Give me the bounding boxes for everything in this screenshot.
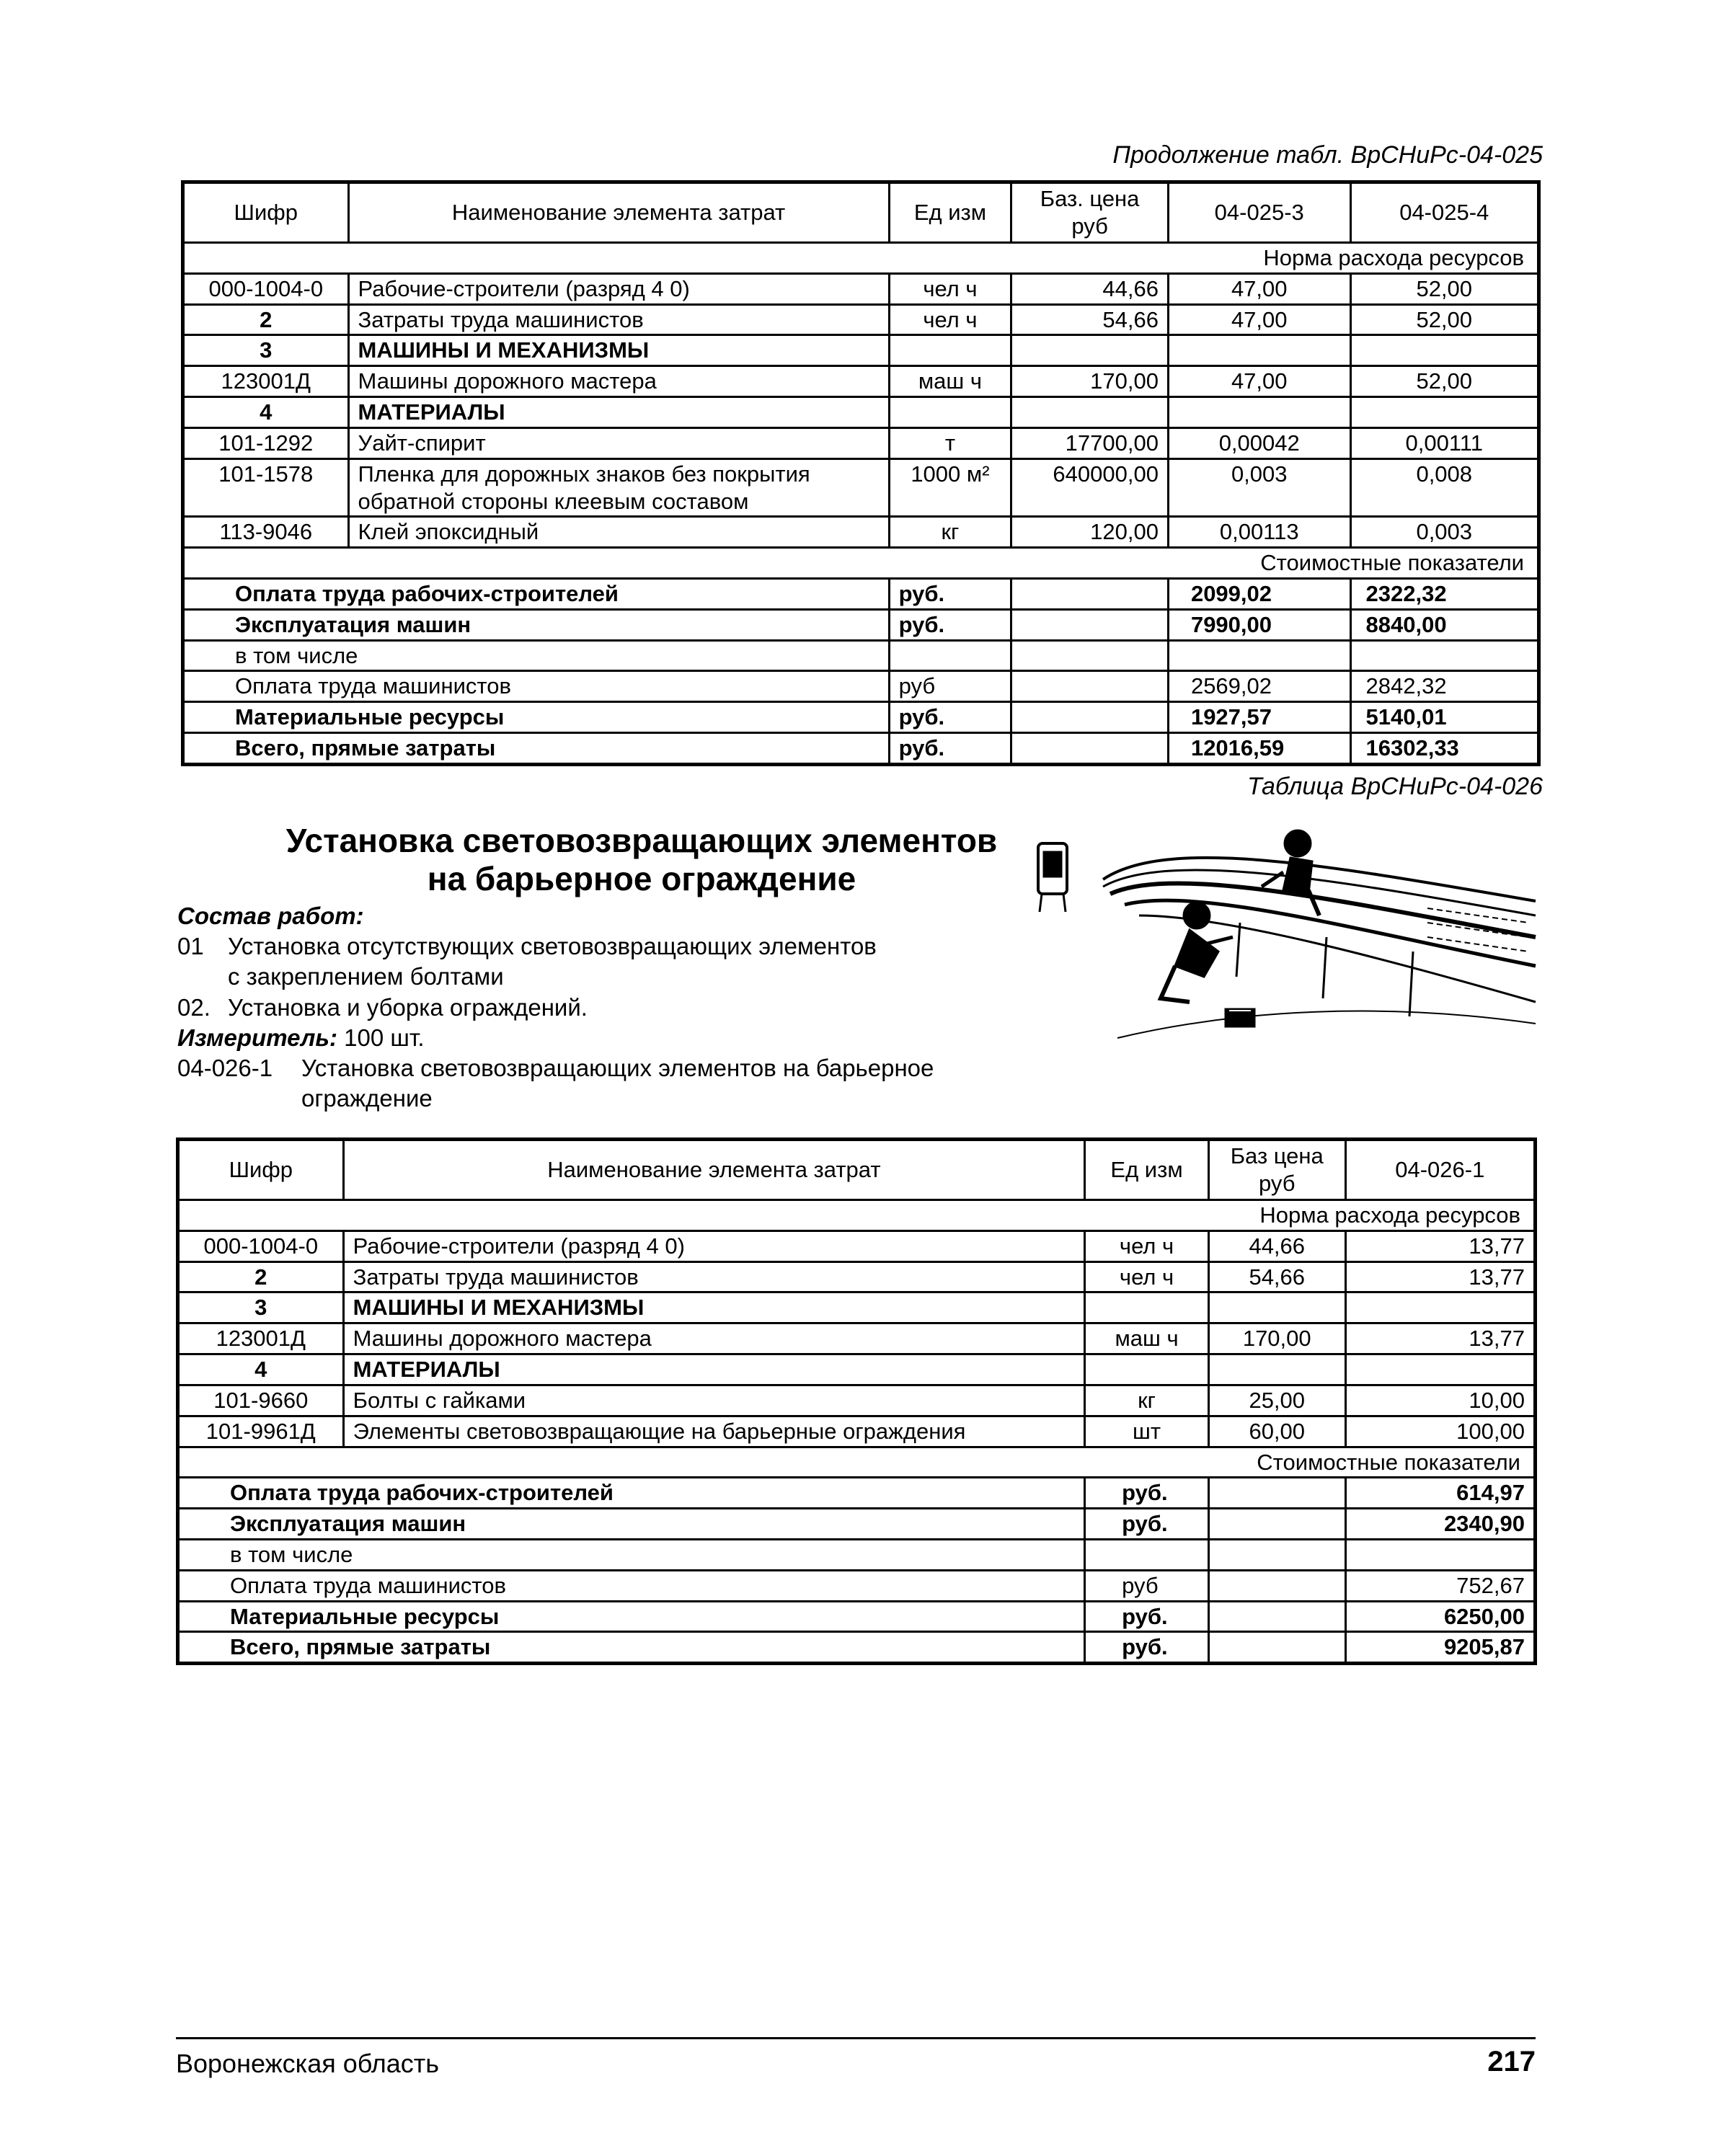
cost-unit: руб. xyxy=(1085,1509,1209,1540)
cost-unit: руб xyxy=(1085,1570,1209,1601)
table-row xyxy=(183,458,1539,517)
row-unit: 1000 м² xyxy=(889,458,1011,517)
table-row xyxy=(178,1385,1536,1416)
table-continuation-caption: Продолжение табл. ВрСНиРс-04-025 xyxy=(1112,141,1543,169)
table-row xyxy=(178,1230,1536,1261)
row-unit: т xyxy=(889,427,1011,458)
table-row xyxy=(183,517,1539,548)
table-header-row xyxy=(183,182,1539,243)
cost-row xyxy=(183,578,1539,609)
row-code: 4 xyxy=(183,397,349,428)
cost-value-1: 752,67 xyxy=(1345,1570,1535,1601)
table-row xyxy=(183,304,1539,335)
section-title-line1: Установка световозвращающих элементов xyxy=(285,822,998,859)
cost-name: Эксплуатация машин xyxy=(183,609,890,640)
row-name: Затраты труда машинистов xyxy=(348,304,889,335)
row-value-1: 10,00 xyxy=(1345,1385,1535,1416)
header-code: Шифр xyxy=(178,1140,344,1200)
work-item-text: Установка и уборка ограждений. xyxy=(228,993,588,1021)
table-row xyxy=(178,1354,1536,1385)
cost-name: Всего, прямые затраты xyxy=(178,1632,1085,1664)
row-code: 000-1004-0 xyxy=(178,1230,344,1261)
row-section-name: МАТЕРИАЛЫ xyxy=(348,397,889,428)
cost-value-1: 1927,57 xyxy=(1168,702,1350,733)
header-base-price: Баз цена руб xyxy=(1208,1140,1345,1200)
row-value-1: 0,003 xyxy=(1168,458,1350,517)
cost-row xyxy=(183,702,1539,733)
row-price: 44,66 xyxy=(1011,273,1169,304)
table-row xyxy=(183,335,1539,366)
header-base-price: Баз. цена руб xyxy=(1011,182,1169,243)
cost-row xyxy=(178,1539,1536,1570)
row-price: 640000,00 xyxy=(1011,458,1169,517)
row-unit: маш ч xyxy=(1085,1323,1209,1354)
row-code: 2 xyxy=(178,1261,344,1292)
row-code: 2 xyxy=(183,304,349,335)
row-code: 4 xyxy=(178,1354,344,1385)
row-unit: маш ч xyxy=(889,366,1011,397)
header-name: Наименование элемента затрат xyxy=(348,182,889,243)
row-price: 170,00 xyxy=(1208,1323,1345,1354)
measure-line xyxy=(177,1023,1028,1053)
row-value-2: 52,00 xyxy=(1350,304,1539,335)
row-value-2: 0,00111 xyxy=(1350,427,1539,458)
code-line-continuation: ограждение xyxy=(301,1085,433,1112)
section-title-line2: на барьерное ограждение xyxy=(427,860,856,898)
row-value-1: 100,00 xyxy=(1345,1416,1535,1447)
header-unit: Ед изм xyxy=(889,182,1011,243)
row-section-name: МАТЕРИАЛЫ xyxy=(343,1354,1085,1385)
row-section-name: МАШИНЫ И МЕХАНИЗМЫ xyxy=(348,335,889,366)
row-unit: чел ч xyxy=(889,273,1011,304)
resource-table-04-025 xyxy=(181,180,1541,766)
row-value-1: 0,00042 xyxy=(1168,427,1350,458)
row-code: 000-1004-0 xyxy=(183,273,349,304)
table-row xyxy=(183,427,1539,458)
work-item xyxy=(177,993,1028,1023)
cost-row xyxy=(183,671,1539,702)
code-line-code: 04-026-1 xyxy=(177,1055,273,1082)
row-code: 101-9961Д xyxy=(178,1416,344,1447)
row-name: Уайт-спирит xyxy=(348,427,889,458)
work-item-number: 02. xyxy=(177,993,211,1021)
work-item xyxy=(177,931,1028,962)
row-price: 120,00 xyxy=(1011,517,1169,548)
cost-name: Оплата труда машинистов xyxy=(183,671,890,702)
row-unit: кг xyxy=(1085,1385,1209,1416)
table-row xyxy=(183,366,1539,397)
row-code: 113-9046 xyxy=(183,517,349,548)
cost-value-1: 12016,59 xyxy=(1168,733,1350,765)
row-name: Рабочие-строители (разряд 4 0) xyxy=(343,1230,1085,1261)
row-unit: чел ч xyxy=(1085,1261,1209,1292)
table-row xyxy=(178,1261,1536,1292)
row-name: Пленка для дорожных знаков без покрытия обратной стороны клеевым составом xyxy=(348,458,889,517)
code-line-text: Установка световозвращающих элементов на барьерное xyxy=(301,1055,934,1082)
cost-name: Оплата труда машинистов xyxy=(178,1570,1085,1601)
cost-name: в том числе xyxy=(183,640,890,671)
row-section-name: МАШИНЫ И МЕХАНИЗМЫ xyxy=(343,1292,1085,1323)
cost-label: Стоимостные показатели xyxy=(178,1447,1536,1478)
cost-name: в том числе xyxy=(178,1539,1085,1570)
cost-row xyxy=(178,1570,1536,1601)
workers-illustration xyxy=(1024,822,1543,1060)
row-price: 60,00 xyxy=(1208,1416,1345,1447)
row-name: Клей эпоксидный xyxy=(348,517,889,548)
cost-unit: руб. xyxy=(889,733,1011,765)
row-name: Затраты труда машинистов xyxy=(343,1261,1085,1292)
cost-unit: руб. xyxy=(1085,1632,1209,1664)
cost-row xyxy=(183,609,1539,640)
row-code: 123001Д xyxy=(183,366,349,397)
row-name: Машины дорожного мастера xyxy=(348,366,889,397)
row-value-1: 13,77 xyxy=(1345,1261,1535,1292)
cost-unit: руб xyxy=(889,671,1011,702)
row-price: 25,00 xyxy=(1208,1385,1345,1416)
cost-row xyxy=(178,1601,1536,1632)
row-unit: шт xyxy=(1085,1416,1209,1447)
work-label: Состав работ: xyxy=(177,902,364,929)
cost-row xyxy=(183,733,1539,765)
work-item-number: 01 xyxy=(177,933,204,960)
cost-label: Стоимостные показатели xyxy=(183,548,1539,579)
cost-value-2: 2842,32 xyxy=(1350,671,1539,702)
row-value-2: 52,00 xyxy=(1350,366,1539,397)
row-code: 3 xyxy=(183,335,349,366)
row-code: 123001Д xyxy=(178,1323,344,1354)
cost-value-1: 7990,00 xyxy=(1168,609,1350,640)
row-value-2: 52,00 xyxy=(1350,273,1539,304)
cost-row xyxy=(178,1632,1536,1664)
cost-value-1: 6250,00 xyxy=(1345,1601,1535,1632)
cost-value-1: 2569,02 xyxy=(1168,671,1350,702)
row-name: Рабочие-строители (разряд 4 0) xyxy=(348,273,889,304)
table-row xyxy=(178,1323,1536,1354)
header-name: Наименование элемента затрат xyxy=(343,1140,1085,1200)
row-code: 101-1292 xyxy=(183,427,349,458)
cost-value-1: 9205,87 xyxy=(1345,1632,1535,1664)
header-col-04-025-4: 04-025-4 xyxy=(1350,182,1539,243)
cost-unit: руб. xyxy=(1085,1601,1209,1632)
work-item-continuation: с закреплением болтами xyxy=(228,963,504,990)
table-row xyxy=(183,397,1539,428)
cost-unit: руб. xyxy=(889,702,1011,733)
cost-value-2: 2322,32 xyxy=(1350,578,1539,609)
header-code: Шифр xyxy=(183,182,349,243)
row-value-1: 0,00113 xyxy=(1168,517,1350,548)
cost-value-2: 5140,01 xyxy=(1350,702,1539,733)
section-title xyxy=(260,822,1024,899)
work-item-text: Установка отсутствующих световозвращающих элементов xyxy=(228,933,877,960)
cost-name: Всего, прямые затраты xyxy=(183,733,890,765)
row-code: 101-9660 xyxy=(178,1385,344,1416)
cost-value-1: 2099,02 xyxy=(1168,578,1350,609)
cost-row xyxy=(178,1509,1536,1540)
table-row xyxy=(183,273,1539,304)
cost-name: Оплата труда рабочих-строителей xyxy=(178,1478,1085,1509)
cost-value-2: 16302,33 xyxy=(1350,733,1539,765)
cost-unit: руб. xyxy=(889,578,1011,609)
row-value-1: 13,77 xyxy=(1345,1323,1535,1354)
header-col-04-025-3: 04-025-3 xyxy=(1168,182,1350,243)
row-value-1: 47,00 xyxy=(1168,273,1350,304)
header-col-04-026-1: 04-026-1 xyxy=(1345,1140,1535,1200)
row-value-1: 47,00 xyxy=(1168,304,1350,335)
measure-label: Измеритель: xyxy=(177,1024,337,1051)
row-name: Элементы световозвращающие на барьерные ограждения xyxy=(343,1416,1085,1447)
cost-unit: руб. xyxy=(889,609,1011,640)
row-price: 54,66 xyxy=(1208,1261,1345,1292)
table-caption: Таблица ВрСНиРс-04-026 xyxy=(1246,773,1543,800)
cost-value-1: 2340,90 xyxy=(1345,1509,1535,1540)
row-code: 101-1578 xyxy=(183,458,349,517)
resource-table-04-026 xyxy=(176,1137,1537,1665)
cost-name: Материальные ресурсы xyxy=(183,702,890,733)
row-code: 3 xyxy=(178,1292,344,1323)
row-value-2: 0,008 xyxy=(1350,458,1539,517)
table-row xyxy=(178,1292,1536,1323)
row-unit: чел ч xyxy=(889,304,1011,335)
row-value-1: 47,00 xyxy=(1168,366,1350,397)
row-price: 17700,00 xyxy=(1011,427,1169,458)
cost-name: Материальные ресурсы xyxy=(178,1601,1085,1632)
cost-value-1: 614,97 xyxy=(1345,1478,1535,1509)
row-unit: кг xyxy=(889,517,1011,548)
cost-name: Эксплуатация машин xyxy=(178,1509,1085,1540)
row-name: Болты с гайками xyxy=(343,1385,1085,1416)
cost-name: Оплата труда рабочих-строителей xyxy=(183,578,890,609)
cost-value-2: 8840,00 xyxy=(1350,609,1539,640)
row-price: 54,66 xyxy=(1011,304,1169,335)
cost-row xyxy=(183,640,1539,671)
cost-unit: руб. xyxy=(1085,1478,1209,1509)
norm-label: Норма расхода ресурсов xyxy=(183,243,1539,274)
row-unit: чел ч xyxy=(1085,1230,1209,1261)
row-name: Машины дорожного мастера xyxy=(343,1323,1085,1354)
cost-row xyxy=(178,1478,1536,1509)
work-composition xyxy=(177,901,1028,1114)
row-price: 44,66 xyxy=(1208,1230,1345,1261)
footer-divider xyxy=(176,2037,1536,2039)
table-row xyxy=(178,1416,1536,1447)
page-number: 217 xyxy=(1487,2046,1536,2077)
row-price: 170,00 xyxy=(1011,366,1169,397)
header-unit: Ед изм xyxy=(1085,1140,1209,1200)
norm-label: Норма расхода ресурсов xyxy=(178,1200,1536,1231)
measure-value: 100 шт. xyxy=(344,1024,425,1051)
code-line xyxy=(177,1053,1028,1083)
row-value-2: 0,003 xyxy=(1350,517,1539,548)
table-header-row xyxy=(178,1140,1536,1200)
row-value-1: 13,77 xyxy=(1345,1230,1535,1261)
footer-region: Воронежская область xyxy=(176,2049,440,2078)
